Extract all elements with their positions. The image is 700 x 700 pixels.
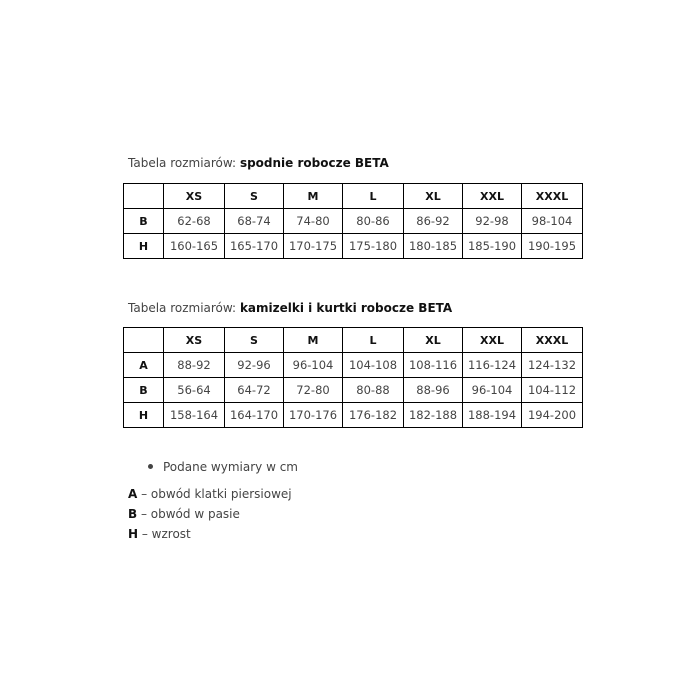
legend-item-a <box>128 484 298 504</box>
bullet-icon <box>148 464 153 469</box>
header-cell-xl: XL <box>404 328 463 353</box>
table-cell: 182-188 <box>404 403 463 428</box>
legend-item-h <box>128 524 298 544</box>
table-cell: 64-72 <box>225 378 284 403</box>
notes-section <box>128 457 298 544</box>
table-header-row <box>124 184 583 209</box>
row-label: H <box>124 403 164 428</box>
table-cell: 124-132 <box>522 353 583 378</box>
table-cell: 160-165 <box>164 234 225 259</box>
header-cell-corner <box>124 184 164 209</box>
table2-caption-prefix: Tabela rozmiarów: <box>128 301 237 315</box>
table-cell: 68-74 <box>225 209 284 234</box>
header-cell-xxxl: XXXL <box>522 328 583 353</box>
table-cell: 98-104 <box>522 209 583 234</box>
table-cell: 88-96 <box>404 378 463 403</box>
table-cell: 188-194 <box>463 403 522 428</box>
vests-jackets-size-table <box>123 327 583 428</box>
legend-text: – wzrost <box>138 527 191 541</box>
table-cell: 96-104 <box>463 378 522 403</box>
table-cell: 80-88 <box>343 378 404 403</box>
table-cell: 190-195 <box>522 234 583 259</box>
table-cell: 164-170 <box>225 403 284 428</box>
legend-text: – obwód w pasie <box>137 507 240 521</box>
header-cell-l: L <box>343 328 404 353</box>
table-cell: 72-80 <box>284 378 343 403</box>
table-cell: 158-164 <box>164 403 225 428</box>
units-note <box>148 457 298 477</box>
table-cell: 104-108 <box>343 353 404 378</box>
table-cell: 88-92 <box>164 353 225 378</box>
table-cell: 176-182 <box>343 403 404 428</box>
table-row <box>124 378 583 403</box>
table-cell: 194-200 <box>522 403 583 428</box>
table-cell: 185-190 <box>463 234 522 259</box>
header-cell-xxl: XXL <box>463 184 522 209</box>
table-cell: 96-104 <box>284 353 343 378</box>
legend-text: – obwód klatki piersiowej <box>137 487 292 501</box>
table-cell: 62-68 <box>164 209 225 234</box>
table-cell: 86-92 <box>404 209 463 234</box>
header-cell-corner <box>124 328 164 353</box>
row-label: H <box>124 234 164 259</box>
table-row <box>124 403 583 428</box>
header-cell-m: M <box>284 328 343 353</box>
table-row <box>124 209 583 234</box>
table2-caption <box>128 301 452 315</box>
table-cell: 80-86 <box>343 209 404 234</box>
table-cell: 92-96 <box>225 353 284 378</box>
legend-key: A <box>128 487 138 501</box>
table-cell: 175-180 <box>343 234 404 259</box>
table-cell: 104-112 <box>522 378 583 403</box>
table1-caption <box>128 156 389 170</box>
table-header-row <box>124 328 583 353</box>
table2-caption-title: kamizelki i kurtki robocze BETA <box>239 301 453 315</box>
table-cell: 170-176 <box>284 403 343 428</box>
header-cell-l: L <box>343 184 404 209</box>
header-cell-xl: XL <box>404 184 463 209</box>
table1-caption-prefix: Tabela rozmiarów: <box>128 156 237 170</box>
header-cell-m: M <box>284 184 343 209</box>
table-cell: 116-124 <box>463 353 522 378</box>
row-label: B <box>124 378 164 403</box>
legend-item-b <box>128 504 298 524</box>
header-cell-s: S <box>225 328 284 353</box>
trousers-size-table <box>123 183 583 259</box>
units-note-text: Podane wymiary w cm <box>163 460 298 474</box>
table-cell: 180-185 <box>404 234 463 259</box>
table-cell: 56-64 <box>164 378 225 403</box>
table-cell: 74-80 <box>284 209 343 234</box>
table-row <box>124 353 583 378</box>
table-cell: 108-116 <box>404 353 463 378</box>
header-cell-xs: XS <box>164 328 225 353</box>
table-cell: 170-175 <box>284 234 343 259</box>
header-cell-s: S <box>225 184 284 209</box>
header-cell-xs: XS <box>164 184 225 209</box>
row-label: B <box>124 209 164 234</box>
row-label: A <box>124 353 164 378</box>
table1-caption-title: spodnie robocze BETA <box>239 156 389 170</box>
table-cell: 165-170 <box>225 234 284 259</box>
legend-key: B <box>128 507 138 521</box>
header-cell-xxl: XXL <box>463 328 522 353</box>
table-cell: 92-98 <box>463 209 522 234</box>
legend-key: H <box>128 527 139 541</box>
header-cell-xxxl: XXXL <box>522 184 583 209</box>
table-row <box>124 234 583 259</box>
